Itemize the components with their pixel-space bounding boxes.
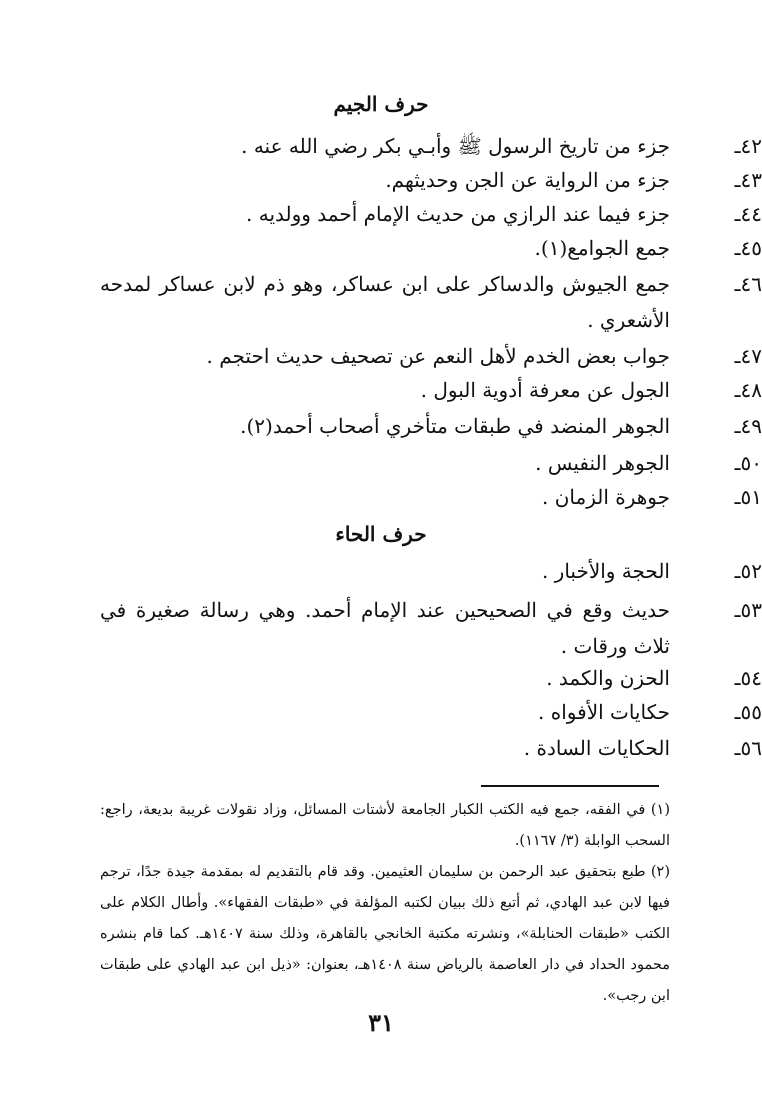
entry-title: الجول عن معرفة أدوية البول . [420, 378, 670, 402]
entry-number: ٤٥ـ [734, 236, 762, 260]
footnote-2: (٢) طبع بتحقيق عبد الرحمن بن سليمان العثيمين. وقد قام بالتقديم له بمقدمة جيدة جدًا، ترجم فيها لابن عبد الهادي، ثم أتبع ذلك ببيان لكتبه المؤلفة في «طبقات الفقهاء». وأطال الكلام على الكتب «طبقات الحنابلة»، ونشرته مكتبة الخانجي بالقاهرة، وذلك سنة ١٤٠٧هـ. كما قام بنشره محمود الحداد في دار العاصمة بالرياض سنة ١٤٠٨هـ، بعنوان: «ذيل ابن عبد الهادي على طبقات ابن رجب». [100, 864, 671, 1004]
entry-title: الجوهر النفيس . [535, 451, 670, 475]
entry-title: جزء من الرواية عن الجن وحديثهم. [385, 168, 670, 192]
entry-title: جمع الجيوش والدساكر على ابن عساكر، وهو ذم لابن عساكر لمدحه الأشعري . [100, 272, 670, 332]
entry-title: حديث وقع في الصحيحين عند الإمام أحمد. وهي رسالة صغيرة في ثلاث ورقات . [100, 598, 670, 658]
entry-title: الحزن والكمد . [546, 666, 670, 690]
list-item [100, 408, 762, 444]
entry-number: ٤٩ـ [734, 414, 762, 438]
entry-title: الحجة والأخبار . [541, 559, 670, 583]
footnote-divider [481, 785, 659, 787]
page-number: ٣١ [368, 1008, 394, 1037]
list-item [100, 162, 762, 198]
list-item [100, 694, 762, 730]
list-item [100, 553, 762, 589]
entry-number: ٥٢ـ [734, 559, 762, 583]
entry-number: ٤٦ـ [734, 272, 762, 296]
entry-number: ٥٥ـ [734, 700, 762, 724]
footnote-1: (١) في الفقه، جمع فيه الكتب الكبار الجامعة لأشتات المسائل، وزاد نقولات غريبة بديعة، راجع: السحب الوابلة (٣/ ١١٦٧). [100, 802, 670, 849]
entry-number: ٥٣ـ [734, 598, 762, 622]
list-item [100, 372, 762, 408]
entry-number: ٤٢ـ [734, 134, 762, 158]
list-item [100, 196, 762, 232]
section-heading-ha: حرف الحاء [335, 522, 427, 546]
entry-number: ٤٤ـ [734, 202, 762, 226]
list-item [100, 660, 762, 696]
entry-number: ٤٣ـ [734, 168, 762, 192]
entry-number: ٤٨ـ [734, 378, 762, 402]
section-heading-jim: حرف الجيم [333, 92, 429, 116]
list-item [100, 230, 762, 266]
entry-title: جمع الجوامع(١). [534, 236, 670, 260]
entry-title: الجوهر المنضد في طبقات متأخري أصحاب أحمد(٢). [240, 414, 670, 438]
entry-number: ٥٤ـ [734, 666, 762, 690]
entry-number: ٥١ـ [734, 485, 762, 509]
list-item [100, 266, 762, 338]
list-item [100, 479, 762, 515]
list-item [100, 338, 762, 374]
entry-title: جوهرة الزمان . [541, 485, 670, 509]
entry-number: ٤٧ـ [734, 344, 762, 368]
list-item [100, 592, 762, 664]
list-item [100, 445, 762, 481]
entry-title: حكايات الأفواه . [538, 700, 670, 724]
entry-number: ٥٠ـ [734, 451, 762, 475]
list-item [100, 730, 762, 766]
entry-title: الحكايات السادة . [523, 736, 670, 760]
entry-title: جزء من تاريخ الرسول ﷺ وأبـي بكر رضي الله عنه . [241, 134, 670, 158]
entry-title: جزء فيما عند الرازي من حديث الإمام أحمد وولديه . [246, 202, 670, 226]
entry-title: جواب بعض الخدم لأهل النعم عن تصحيف حديث احتجم . [206, 344, 670, 368]
entry-number: ٥٦ـ [734, 736, 762, 760]
list-item [100, 128, 762, 164]
